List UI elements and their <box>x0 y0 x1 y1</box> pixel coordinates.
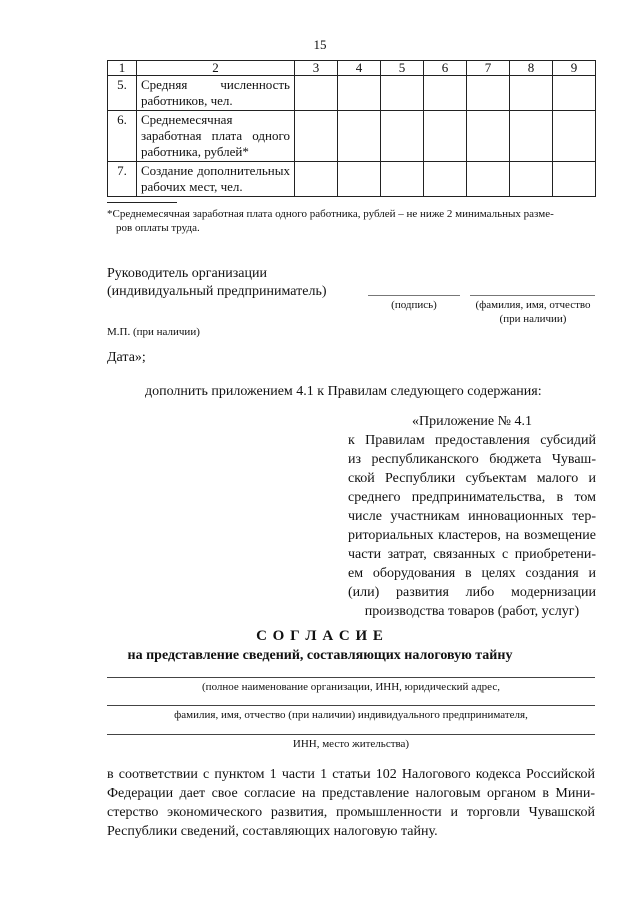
organization-field-caption: (полное наименование организации, ИНН, юридический адрес, <box>202 681 500 693</box>
date-label: Дата»; <box>107 350 146 365</box>
table-cell <box>338 76 381 111</box>
table-cell <box>424 76 467 111</box>
stamp-place: М.П. (при наличии) <box>107 326 200 338</box>
table-cell <box>467 76 510 111</box>
row-indicator-name: Средняя численность работников, чел. <box>137 76 295 111</box>
signature-line <box>368 295 460 296</box>
entrepreneur-field-caption: фамилия, имя, отчество (при наличии) индивидуального предпринимателя, <box>174 709 528 721</box>
amendment-text: дополнить приложением 4.1 к Правилам следующего содержания: <box>145 384 542 399</box>
entrepreneur-field-line <box>107 705 595 706</box>
table-cell <box>553 111 596 162</box>
table-cell <box>510 162 553 197</box>
table-cell <box>295 111 338 162</box>
table-cell <box>510 111 553 162</box>
name-line <box>470 295 595 296</box>
row-number: 5. <box>108 76 137 111</box>
residence-field-line <box>107 734 595 735</box>
table-cell <box>510 76 553 111</box>
appendix-reference <box>348 431 596 621</box>
appendix-line: ской Республики субъектам малого и <box>348 471 596 486</box>
footnote-line: *Среднемесячная заработная плата одного работника, рублей – не ниже 2 минимальных разме- <box>107 208 554 220</box>
table-cell <box>295 162 338 197</box>
table-header-cell: 3 <box>295 61 338 76</box>
name-caption-line2: (при наличии) <box>499 313 567 325</box>
table-cell <box>467 111 510 162</box>
appendix-line: из республиканского бюджета Чуваш- <box>348 452 596 467</box>
table-row <box>108 162 596 197</box>
row-indicator-name: Создание дополнительных рабочих мест, чел. <box>137 162 295 197</box>
organization-field-line <box>107 677 595 678</box>
table-header-cell: 2 <box>137 61 295 76</box>
table-header-cell: 5 <box>381 61 424 76</box>
consent-title: С О Г Л А С И Е <box>256 628 384 644</box>
signature-caption: (подпись) <box>391 299 437 311</box>
signature-head-title: Руководитель организации <box>107 266 267 281</box>
table-header-row <box>108 61 596 76</box>
appendix-line: среднего предпринимательства, в том <box>348 490 596 505</box>
table-cell <box>381 162 424 197</box>
row-number: 6. <box>108 111 137 162</box>
consent-body-line: Республики сведений, составляющих налоговую тайну. <box>107 824 438 839</box>
signature-head-subtitle: (индивидуальный предприниматель) <box>107 284 327 299</box>
row-number: 7. <box>108 162 137 197</box>
residence-field-caption: ИНН, место жительства) <box>292 738 410 750</box>
consent-body <box>107 765 595 841</box>
table-cell <box>467 162 510 197</box>
appendix-line: числе участникам инновационных тер- <box>348 509 596 524</box>
page-number: 15 <box>313 37 327 52</box>
table-header-cell: 6 <box>424 61 467 76</box>
consent-body-line: в соответствии с пунктом 1 части 1 статьи 102 Налогового кодекса Российской <box>107 767 595 782</box>
indicators-table <box>107 60 596 197</box>
name-caption-line1: (фамилия, имя, отчество <box>475 299 591 311</box>
footnote <box>107 207 595 235</box>
table-cell <box>338 162 381 197</box>
consent-body-line: стерство экономического развития, промышленности и торговли Чувашской <box>107 805 595 820</box>
table-header-cell: 9 <box>553 61 596 76</box>
appendix-line: части затрат, связанных с приобретени- <box>348 547 596 562</box>
table-row <box>108 111 596 162</box>
appendix-line: (или) развития либо модернизации <box>348 585 596 600</box>
appendix-line: риториальных кластеров, на возмещение <box>348 528 596 543</box>
table-cell <box>424 162 467 197</box>
table-cell <box>381 111 424 162</box>
footnote-separator <box>107 202 177 203</box>
table-cell <box>553 76 596 111</box>
consent-body-line: Федерации дает свое согласие на представление налоговым органом в Мини- <box>107 786 595 801</box>
table-row <box>108 76 596 111</box>
footnote-line: ров оплаты труда. <box>116 222 200 234</box>
table-cell <box>424 111 467 162</box>
table-cell <box>553 162 596 197</box>
appendix-line: к Правилам предоставления субсидий <box>348 433 596 448</box>
table-header-cell: 1 <box>108 61 137 76</box>
table-cell <box>381 76 424 111</box>
consent-subtitle: на представление сведений, составляющих налоговую тайну <box>127 648 513 663</box>
appendix-title: «Приложение № 4.1 <box>412 414 532 429</box>
appendix-line: производства товаров (работ, услуг) <box>364 604 580 619</box>
table-header-cell: 8 <box>510 61 553 76</box>
row-indicator-name: Среднемесячная заработная плата одного работника, рублей* <box>137 111 295 162</box>
table-header-cell: 4 <box>338 61 381 76</box>
table-cell <box>295 76 338 111</box>
table-header-cell: 7 <box>467 61 510 76</box>
appendix-line: ем оборудования в целях создания и <box>348 566 596 581</box>
table-cell <box>338 111 381 162</box>
